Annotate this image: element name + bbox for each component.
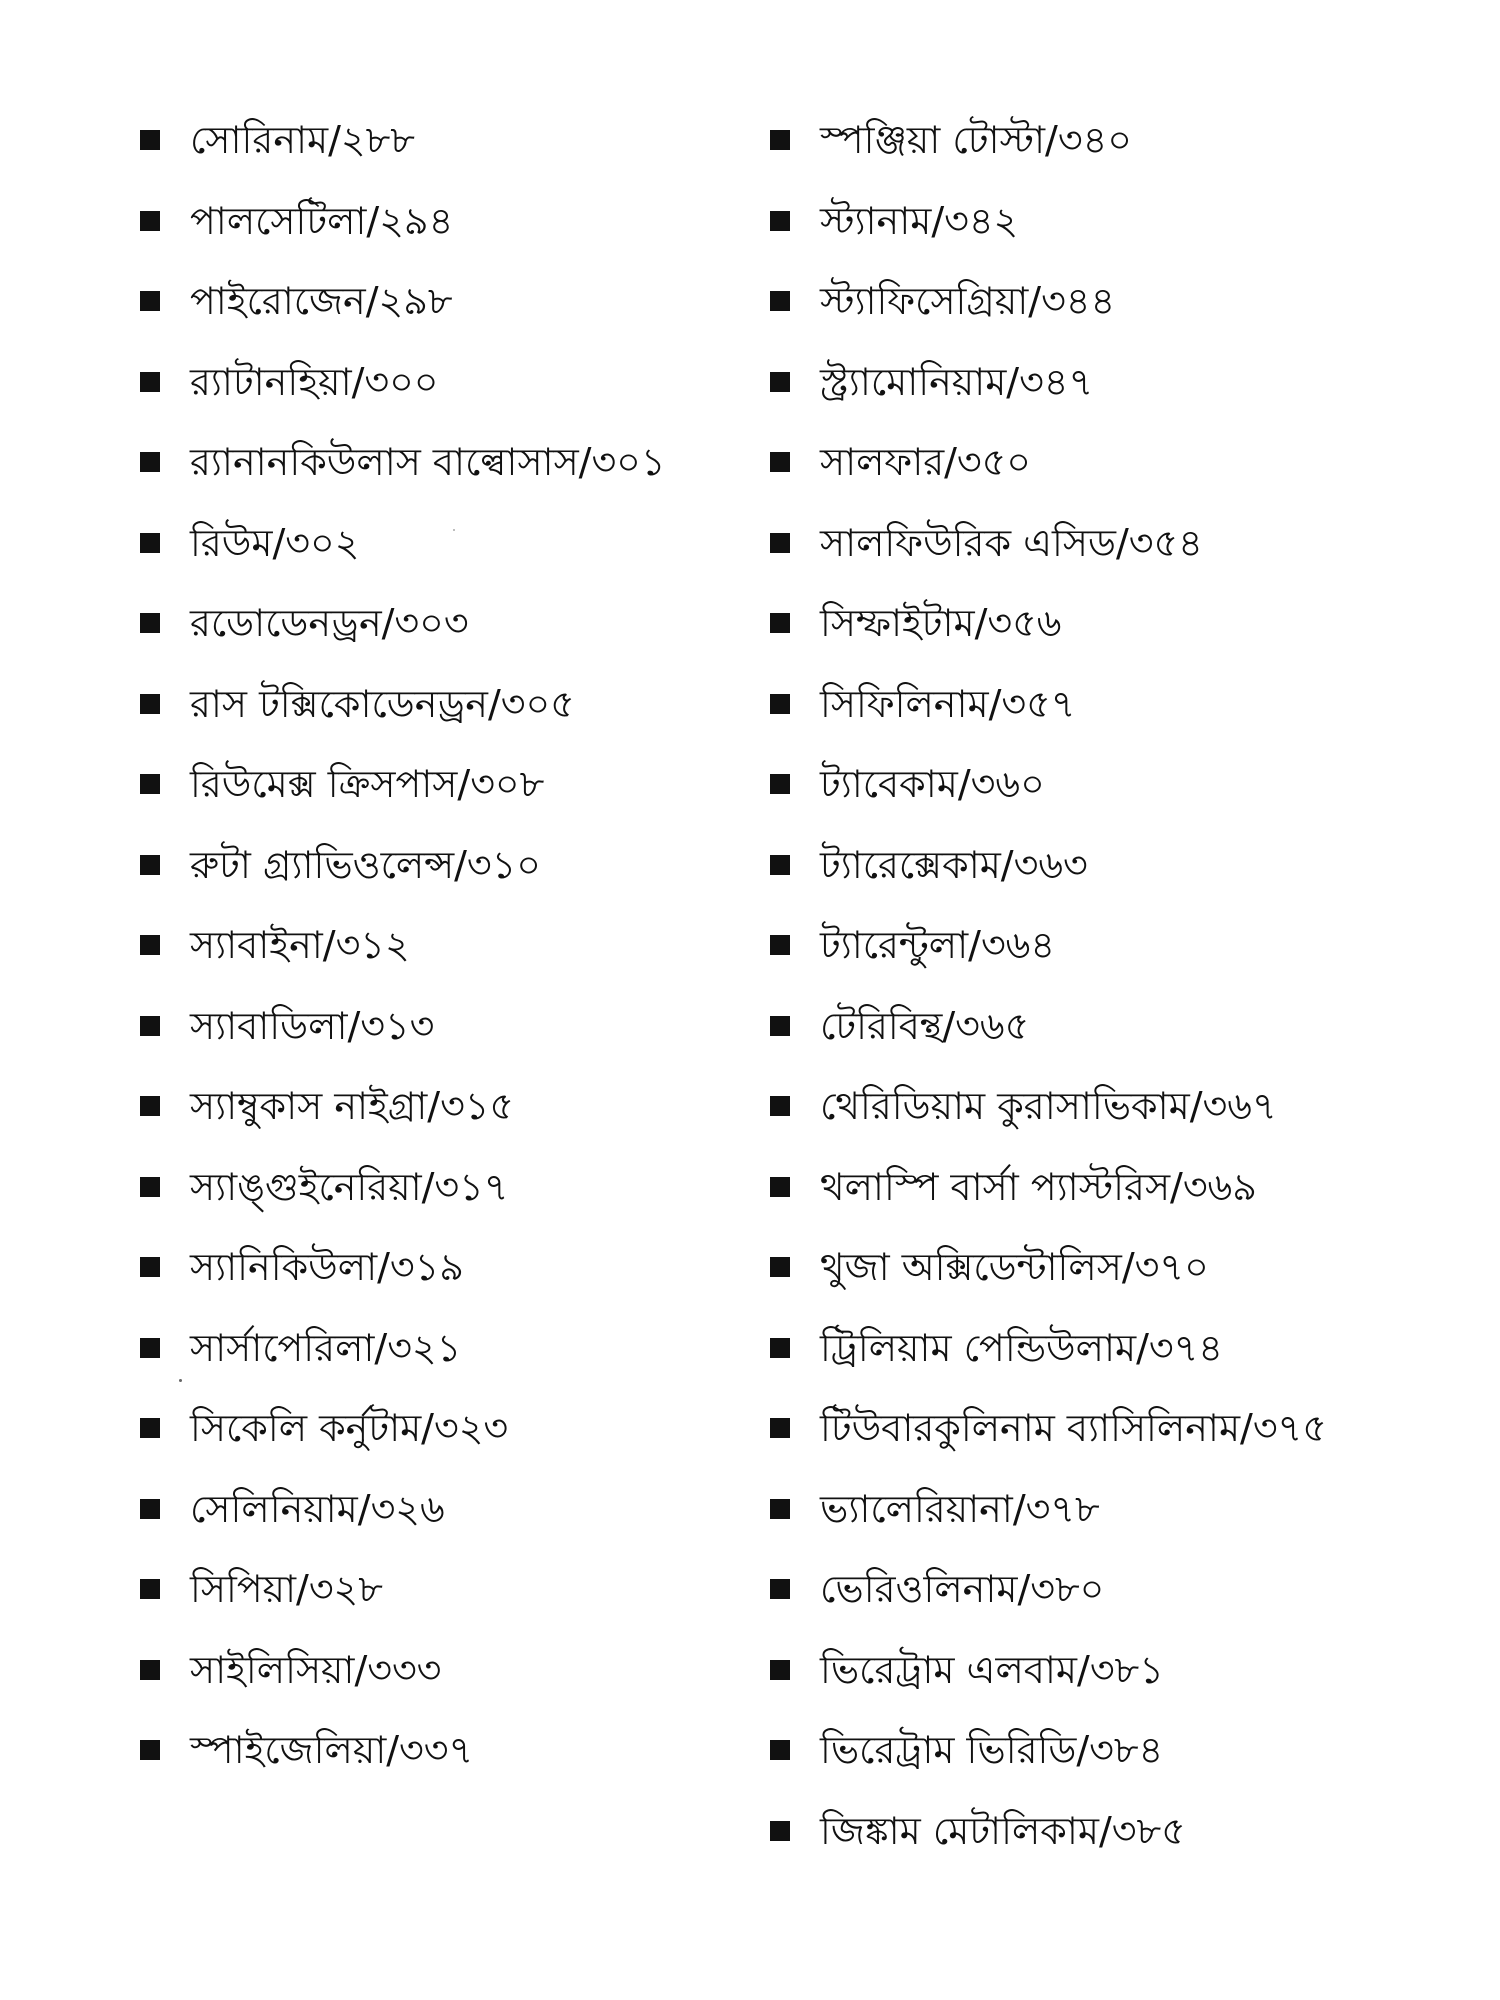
square-bullet-icon (140, 452, 160, 472)
square-bullet-icon (770, 1338, 790, 1358)
index-entry (140, 744, 770, 825)
entry-text: সিফিলিনাম/৩৫৭ (820, 681, 1076, 726)
square-bullet-icon (140, 372, 160, 392)
entry-text: ভেরিওলিনাম/৩৮০ (820, 1567, 1105, 1612)
entry-text: সার্সাপেরিলা/৩২১ (190, 1325, 462, 1370)
index-entry (770, 1066, 1460, 1147)
entry-text: থেরিডিয়াম কুরাসাভিকাম/৩৬৭ (820, 1084, 1277, 1129)
square-bullet-icon (770, 291, 790, 311)
index-entry (140, 100, 770, 181)
entry-text: স্যাবাডিলা/৩১৩ (190, 1003, 435, 1048)
entry-text: সোরিনাম/২৮৮ (190, 118, 415, 163)
entry-text: ট্রিলিয়াম পেন্ডিউলাম/৩৭৪ (820, 1325, 1223, 1370)
square-bullet-icon (140, 1418, 160, 1438)
square-bullet-icon (140, 1740, 160, 1760)
entry-text: স্যাঙ্গুইনেরিয়া/৩১৭ (190, 1164, 509, 1209)
index-entry (140, 1308, 770, 1389)
index-entry (770, 986, 1460, 1067)
paper-speck (179, 1379, 182, 1382)
square-bullet-icon (140, 1499, 160, 1519)
square-bullet-icon (140, 694, 160, 714)
index-entry (140, 1469, 770, 1550)
entry-text: ট্যারেক্সেকাম/৩৬৩ (820, 842, 1088, 887)
index-entry (140, 825, 770, 906)
square-bullet-icon (140, 613, 160, 633)
index-entry (770, 825, 1460, 906)
entry-text: স্ট্যাফিসেগ্রিয়া/৩৪৪ (820, 279, 1116, 324)
index-entry (140, 664, 770, 745)
entry-text: রডোডেনড্রন/৩০৩ (190, 601, 469, 646)
entry-text: স্যাম্বুকাস নাইগ্রা/৩১৫ (190, 1084, 515, 1129)
entry-text: স্ট্যানাম/৩৪২ (820, 198, 1019, 243)
square-bullet-icon (140, 855, 160, 875)
square-bullet-icon (140, 1660, 160, 1680)
entry-text: ট্যারেন্টুলা/৩৬৪ (820, 923, 1056, 968)
square-bullet-icon (770, 1418, 790, 1438)
entry-text: স্যানিকিউলা/৩১৯ (190, 1245, 464, 1290)
square-bullet-icon (140, 774, 160, 794)
entry-text: র‍্যানানকিউলাস বাল্বোসাস/৩০১ (190, 440, 666, 485)
entry-text: টেরিবিন্থ/৩৬৫ (820, 1003, 1030, 1048)
entry-text: স্যাবাইনা/৩১২ (190, 923, 410, 968)
square-bullet-icon (140, 533, 160, 553)
square-bullet-icon (770, 774, 790, 794)
entry-text: ট্যাবেকাম/৩৬০ (820, 762, 1045, 807)
square-bullet-icon (770, 452, 790, 472)
index-entry (140, 905, 770, 986)
square-bullet-icon (770, 935, 790, 955)
entry-text: রুটা গ্র্যাভিওলেন্স/৩১০ (190, 842, 541, 887)
square-bullet-icon (770, 1821, 790, 1841)
entry-text: ভিরেট্রাম ভিরিডি/৩৮৪ (820, 1728, 1164, 1773)
index-entry (770, 100, 1460, 181)
index-entry (140, 1388, 770, 1469)
index-entry (140, 1227, 770, 1308)
index-entry (140, 261, 770, 342)
square-bullet-icon (770, 694, 790, 714)
index-entry (770, 1469, 1460, 1550)
square-bullet-icon (770, 1740, 790, 1760)
entry-text: রিউমেক্স ক্রিসপাস/৩০৮ (190, 762, 545, 807)
index-entry (140, 422, 770, 503)
square-bullet-icon (770, 1660, 790, 1680)
entry-text: রিউম/৩০২ (190, 520, 360, 565)
entry-text: সিপিয়া/৩২৮ (190, 1567, 383, 1612)
square-bullet-icon (140, 130, 160, 150)
entry-text: ভ্যালেরিয়ানা/৩৭৮ (820, 1486, 1100, 1531)
entry-text: স্পঞ্জিয়া টোস্টা/৩৪০ (820, 118, 1132, 163)
entry-text: পাইরোজেন/২৯৮ (190, 279, 453, 324)
index-entry (770, 1791, 1460, 1872)
index-entry (770, 1308, 1460, 1389)
index-entry (770, 905, 1460, 986)
index-entry (770, 261, 1460, 342)
square-bullet-icon (140, 291, 160, 311)
index-entry (140, 583, 770, 664)
index-entry (140, 1066, 770, 1147)
index-entry (140, 986, 770, 1067)
square-bullet-icon (770, 855, 790, 875)
index-entry (140, 342, 770, 423)
square-bullet-icon (140, 935, 160, 955)
square-bullet-icon (140, 1338, 160, 1358)
square-bullet-icon (770, 613, 790, 633)
square-bullet-icon (770, 1499, 790, 1519)
square-bullet-icon (770, 130, 790, 150)
square-bullet-icon (770, 1016, 790, 1036)
square-bullet-icon (770, 1579, 790, 1599)
index-entry (140, 1710, 770, 1791)
entry-text: সালফার/৩৫০ (820, 440, 1032, 485)
index-entry (140, 1147, 770, 1228)
index-entry (770, 1227, 1460, 1308)
entry-text: জিঙ্কাম মেটালিকাম/৩৮৫ (820, 1808, 1186, 1853)
entry-text: সাইলিসিয়া/৩৩৩ (190, 1647, 442, 1692)
entry-text: সিকেলি কর্নুটাম/৩২৩ (190, 1406, 509, 1451)
entry-text: সেলিনিয়াম/৩২৬ (190, 1486, 445, 1531)
square-bullet-icon (770, 1096, 790, 1116)
square-bullet-icon (140, 1579, 160, 1599)
index-entry (140, 1630, 770, 1711)
index-entry (770, 342, 1460, 423)
right-index-column (770, 100, 1460, 1871)
entry-text: ভিরেট্রাম এলবাম/৩৮১ (820, 1647, 1164, 1692)
index-entry (770, 1549, 1460, 1630)
entry-text: পালসেটিলা/২৯৪ (190, 198, 454, 243)
entry-text: থুজা অক্সিডেন্টালিস/৩৭০ (820, 1245, 1209, 1290)
square-bullet-icon (770, 533, 790, 553)
square-bullet-icon (140, 211, 160, 231)
index-entry (140, 1549, 770, 1630)
index-entry (140, 503, 770, 584)
entry-text: থলাস্পি বার্সা প্যাস্টরিস/৩৬৯ (820, 1164, 1257, 1209)
square-bullet-icon (770, 211, 790, 231)
entry-text: সিম্ফাইটাম/৩৫৬ (820, 601, 1062, 646)
left-index-column (140, 100, 770, 1791)
entry-text: সালফিউরিক এসিড/৩৫৪ (820, 520, 1203, 565)
square-bullet-icon (140, 1177, 160, 1197)
entry-text: রাস টক্সিকোডেনড্রন/৩০৫ (190, 681, 575, 726)
square-bullet-icon (140, 1016, 160, 1036)
square-bullet-icon (770, 372, 790, 392)
index-entry (770, 422, 1460, 503)
index-entry (770, 583, 1460, 664)
index-entry (770, 1388, 1460, 1469)
paper-speck (453, 529, 455, 531)
index-entry (770, 1147, 1460, 1228)
index-entry (770, 181, 1460, 262)
entry-text: টিউবারকুলিনাম ব্যাসিলিনাম/৩৭৫ (820, 1406, 1327, 1451)
index-entry (770, 664, 1460, 745)
index-entry (770, 1630, 1460, 1711)
index-entry (770, 1710, 1460, 1791)
square-bullet-icon (140, 1096, 160, 1116)
index-entry (770, 503, 1460, 584)
square-bullet-icon (140, 1257, 160, 1277)
index-entry (140, 181, 770, 262)
index-entry (770, 744, 1460, 825)
square-bullet-icon (770, 1257, 790, 1277)
entry-text: স্ট্র্যামোনিয়াম/৩৪৭ (820, 359, 1094, 404)
entry-text: স্পাইজেলিয়া/৩৩৭ (190, 1728, 474, 1773)
entry-text: র‍্যাটানহিয়া/৩০০ (190, 359, 439, 404)
square-bullet-icon (770, 1177, 790, 1197)
